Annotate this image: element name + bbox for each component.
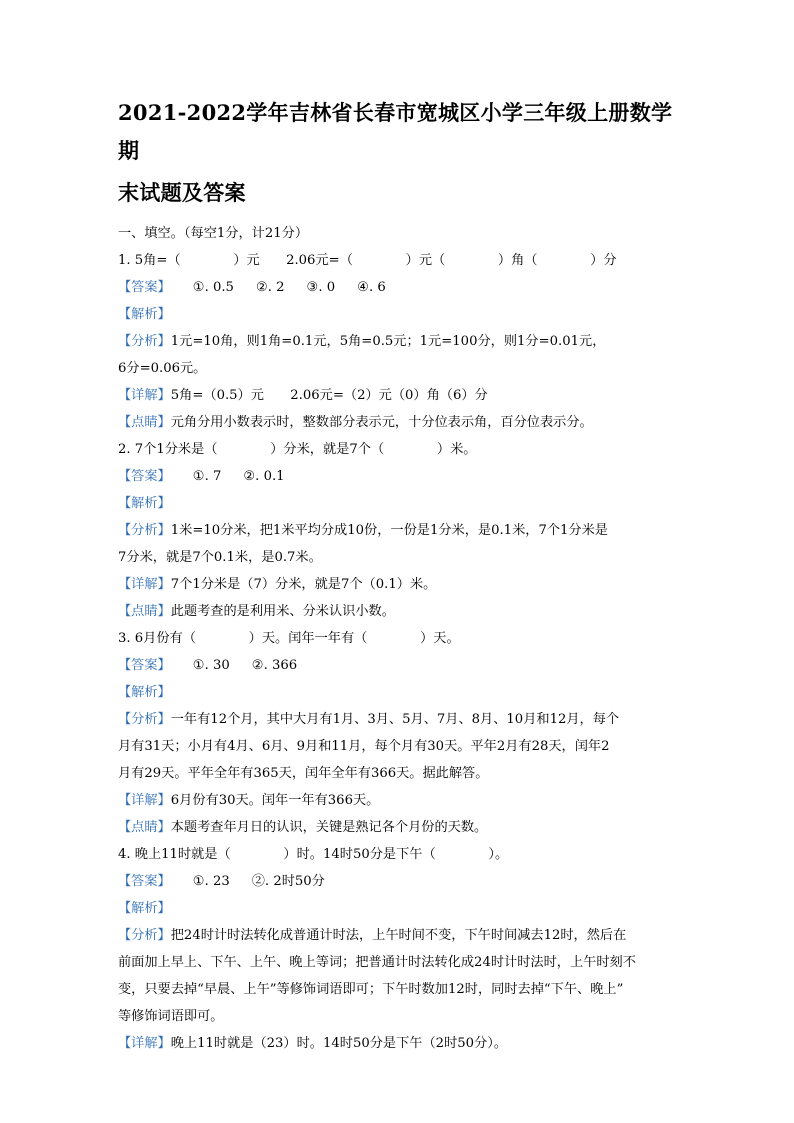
fenxi-4 bbox=[118, 922, 678, 949]
fenxi-4-cont: 前面加上早上、下午、上午、晚上等词；把普通计时法转化成24时计时法时，上午时刻不 bbox=[118, 955, 636, 970]
answer-tag: 【答案】 bbox=[118, 469, 171, 484]
dianjing-text: 本题考查年月日的认识，关键是熟记各个月份的天数。 bbox=[170, 820, 488, 835]
xiangjie-tag: 【详解】 bbox=[118, 577, 171, 592]
title-line-1: 2021-2022学年吉林省长春市宽城区小学三年级上册数学期 bbox=[118, 100, 673, 163]
document-page bbox=[118, 94, 678, 1057]
xiangjie-2 bbox=[118, 571, 678, 598]
fenxi-text: 一年有12个月，其中大月有1月、3月、5月、7月、8月、10月和12月，每个 bbox=[170, 712, 620, 727]
answer-row-4 bbox=[118, 868, 678, 895]
xiangjie-text: 7个1分米是（7）分米，就是7个（0.1）米。 bbox=[170, 577, 437, 592]
fenxi-text: 把24时计时法转化成普通计时法，上午时间不变，下午时间减去12时，然后在 bbox=[170, 928, 627, 943]
answer-tag: 【答案】 bbox=[118, 874, 171, 889]
answer-tag: 【答案】 bbox=[118, 658, 171, 673]
fenxi-3 bbox=[118, 706, 678, 733]
title-line-2: 末试题及答案 bbox=[118, 180, 246, 205]
fenxi-2-cont: 7分米，就是7个0.1米，是0.7米。 bbox=[118, 550, 322, 565]
answer-item: ①. 23 bbox=[192, 874, 230, 889]
xiangjie-tag: 【详解】 bbox=[118, 793, 171, 808]
answer-item: ①. 30 bbox=[192, 658, 230, 673]
section-heading: 一、填空。（每空1分，计21分） bbox=[118, 226, 309, 241]
answer-item: ④. 6 bbox=[357, 280, 386, 295]
analysis-tag: 【解析】 bbox=[118, 685, 171, 700]
dianjing-text: 元角分用小数表示时，整数部分表示元，十分位表示角，百分位表示分。 bbox=[170, 415, 593, 430]
fenxi-tag: 【分析】 bbox=[118, 523, 171, 538]
answer-row-1 bbox=[118, 274, 678, 301]
answer-row-2 bbox=[118, 463, 678, 490]
dianjing-tag: 【点睛】 bbox=[118, 820, 171, 835]
xiangjie-text: 6月份有30天。闰年一年有366天。 bbox=[170, 793, 380, 808]
fenxi-tag: 【分析】 bbox=[118, 712, 171, 727]
fenxi-1 bbox=[118, 328, 678, 355]
answer-item: ③. 0 bbox=[306, 280, 336, 295]
fenxi-3-cont: 月有29天。平年全年有365天，闰年全年有366天。据此解答。 bbox=[118, 766, 489, 781]
question-3: 3. 6月份有（ ）天。闰年一年有（ ）天。 bbox=[118, 631, 460, 646]
dianjing-tag: 【点睛】 bbox=[118, 415, 171, 430]
answer-item: ②. 366 bbox=[251, 658, 298, 673]
xiangjie-1 bbox=[118, 382, 678, 409]
answer-item: ①. 7 bbox=[192, 469, 222, 484]
fenxi-2 bbox=[118, 517, 678, 544]
analysis-tag: 【解析】 bbox=[118, 307, 171, 322]
xiangjie-4 bbox=[118, 1030, 678, 1057]
xiangjie-text: 5角=（0.5）元 2.06元=（2）元（0）角（6）分 bbox=[170, 388, 488, 403]
answer-item: ②. 0.1 bbox=[243, 469, 285, 484]
xiangjie-tag: 【详解】 bbox=[118, 388, 171, 403]
dianjing-3 bbox=[118, 814, 678, 841]
question-2: 2. 7个1分米是（ ）分米，就是7个（ ）米。 bbox=[118, 442, 477, 457]
answer-item: ②. 2 bbox=[255, 280, 285, 295]
fenxi-4-cont: 等修饰词语即可。 bbox=[118, 1009, 224, 1024]
question-4: 4. 晚上11时就是（ ）时。14时50分是下午（ ）。 bbox=[118, 847, 509, 862]
dianjing-tag: 【点睛】 bbox=[118, 604, 171, 619]
page-title bbox=[118, 94, 678, 212]
fenxi-1-cont: 6分=0.06元。 bbox=[118, 361, 207, 376]
fenxi-tag: 【分析】 bbox=[118, 928, 171, 943]
answer-item: ①. 0.5 bbox=[192, 280, 234, 295]
analysis-tag: 【解析】 bbox=[118, 901, 171, 916]
answer-tag: 【答案】 bbox=[118, 280, 171, 295]
dianjing-1 bbox=[118, 409, 678, 436]
answer-item: ②. 2时50分 bbox=[251, 874, 325, 889]
question-1: 1. 5角=（ ）元 2.06元=（ ）元（ ）角（ ）分 bbox=[118, 253, 617, 268]
fenxi-3-cont: 月有31天；小月有4月、6月、9月和11月，每个月有30天。平年2月有28天，闰年2 bbox=[118, 739, 610, 754]
xiangjie-text: 晚上11时就是（23）时。14时50分是下午（2时50分）。 bbox=[170, 1036, 508, 1051]
fenxi-tag: 【分析】 bbox=[118, 334, 171, 349]
xiangjie-3 bbox=[118, 787, 678, 814]
dianjing-2 bbox=[118, 598, 678, 625]
xiangjie-tag: 【详解】 bbox=[118, 1036, 171, 1051]
dianjing-text: 此题考查的是利用米、分米认识小数。 bbox=[170, 604, 395, 619]
fenxi-4-cont: 变，只要去掉“早晨、上午”等修饰词语即可；下午时数加12时，同时去掉“下午、晚上” bbox=[118, 982, 624, 997]
analysis-tag: 【解析】 bbox=[118, 496, 171, 511]
fenxi-text: 1米=10分米，把1米平均分成10份，一份是1分米，是0.1米，7个1分米是 bbox=[170, 523, 608, 538]
fenxi-text: 1元=10角，则1角=0.1元，5角=0.5元；1元=100分，则1分=0.01元， bbox=[170, 334, 606, 349]
answer-row-3 bbox=[118, 652, 678, 679]
